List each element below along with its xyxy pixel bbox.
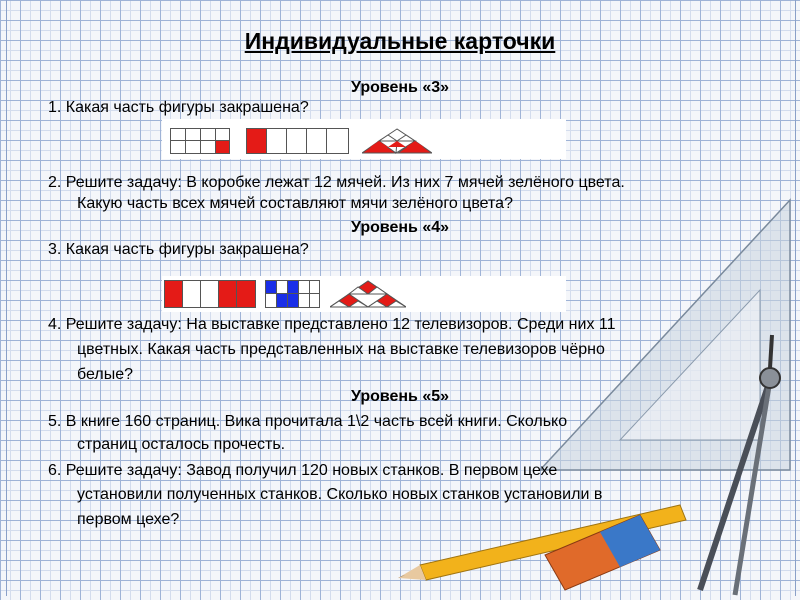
question-5-line-2: страниц осталось прочесть.	[77, 436, 286, 453]
question-3: 3. Какая часть фигуры закрашена?	[48, 241, 309, 258]
question-2-line-1: 2. Решите задачу: В коробке лежат 12 мячей. Из них 7 мячей зелёного цвета.	[48, 174, 625, 191]
slide-title: Индивидуальные карточки	[244, 28, 556, 54]
figure-grid-2x4	[170, 128, 230, 154]
question-6-line-2: установили полученных станков. Сколько новых станков установили в	[77, 486, 603, 503]
figure-triangles-1	[362, 128, 432, 154]
level-5-heading: Уровень «5»	[350, 388, 450, 405]
question-5-line-1: 5. В книге 160 страниц. Вика прочитала 1\2 часть всей книги. Сколько	[48, 413, 568, 430]
level-3-heading: Уровень «3»	[350, 79, 450, 96]
question-1: 1. Какая часть фигуры закрашена?	[48, 99, 309, 116]
figure-triangles-2	[330, 280, 406, 308]
question-6-line-1: 6. Решите задачу: Завод получил 120 новых станков. В первом цехе	[48, 462, 558, 479]
level-4-heading: Уровень «4»	[350, 219, 450, 236]
figure-strip-5	[246, 128, 349, 154]
question-2-line-2: Какую часть всех мячей составляют мячи зелёного цвета?	[77, 195, 513, 212]
question-4-line-3: белые?	[77, 366, 133, 383]
figure-blue-grid	[265, 280, 320, 308]
figure-strip-5-b	[164, 280, 256, 308]
question-4-line-1: 4. Решите задачу: На выставке представлено 12 телевизоров. Среди них 11	[48, 316, 616, 333]
question-6-line-3: первом цехе?	[77, 511, 180, 528]
question-4-line-2: цветных. Какая часть представленных на выставке телевизоров чёрно	[77, 341, 605, 358]
